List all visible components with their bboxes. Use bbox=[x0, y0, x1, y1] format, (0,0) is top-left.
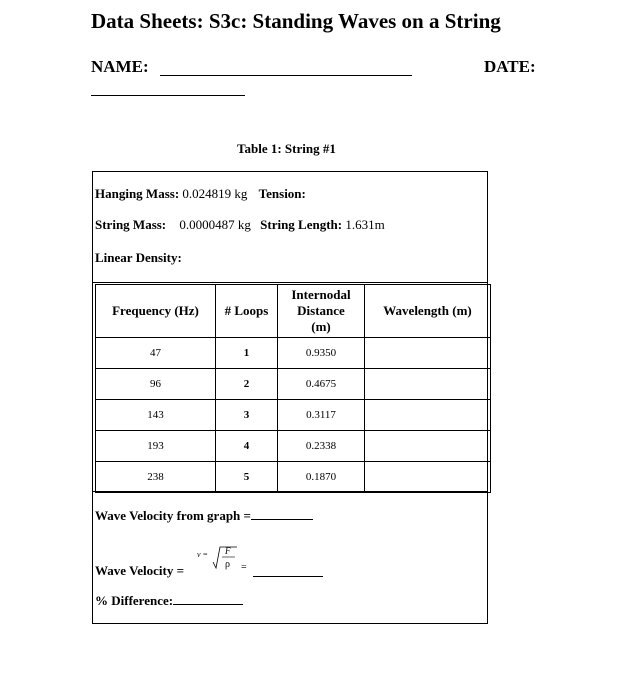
percent-difference-blank[interactable] bbox=[173, 604, 243, 605]
cell-wavelength[interactable] bbox=[365, 462, 491, 493]
column-header-wavelength: Wavelength (m) bbox=[365, 285, 491, 338]
table-caption: Table 1: String #1 bbox=[237, 141, 336, 156]
page-title: Data Sheets: S3c: Standing Waves on a String bbox=[91, 9, 501, 33]
table-row bbox=[96, 369, 491, 400]
cell-distance: 0.9350 bbox=[278, 338, 365, 369]
date-label: DATE: bbox=[484, 57, 536, 76]
info-row-hanging-mass bbox=[95, 186, 306, 202]
info-divider bbox=[93, 282, 487, 283]
table-row bbox=[96, 462, 491, 493]
cell-wavelength[interactable] bbox=[365, 369, 491, 400]
cell-distance: 0.4675 bbox=[278, 369, 365, 400]
info-row-string-mass bbox=[95, 217, 385, 233]
hanging-mass-label: Hanging Mass: bbox=[95, 186, 180, 201]
wave-velocity-graph-blank[interactable] bbox=[251, 519, 313, 520]
cell-loops: 1 bbox=[216, 338, 278, 369]
cell-loops: 4 bbox=[216, 431, 278, 462]
string-mass-value: 0.0000487 kg bbox=[179, 217, 251, 232]
column-header-frequency: Frequency (Hz) bbox=[96, 285, 216, 338]
formula-F: F bbox=[225, 546, 231, 556]
string-length-label: String Length: bbox=[260, 217, 343, 232]
cell-frequency: 96 bbox=[96, 369, 216, 400]
column-header-internodal-distance bbox=[278, 285, 365, 338]
cell-frequency: 47 bbox=[96, 338, 216, 369]
formula-rho: ρ bbox=[225, 559, 230, 570]
cell-wavelength[interactable] bbox=[365, 400, 491, 431]
name-label: NAME: bbox=[91, 57, 149, 76]
cell-frequency: 193 bbox=[96, 431, 216, 462]
percent-difference-row bbox=[95, 593, 243, 609]
data-table bbox=[95, 284, 491, 493]
string-mass-label: String Mass: bbox=[95, 217, 167, 232]
cell-loops: 3 bbox=[216, 400, 278, 431]
table-bottom-divider bbox=[93, 491, 487, 492]
tension-label: Tension: bbox=[258, 186, 306, 201]
cell-loops: 5 bbox=[216, 462, 278, 493]
string-length-value: 1.631m bbox=[345, 217, 385, 232]
internodal-line-2: Distance bbox=[297, 303, 345, 318]
cell-wavelength[interactable] bbox=[365, 431, 491, 462]
velocity-formula bbox=[191, 538, 251, 578]
name-field-line bbox=[160, 75, 412, 76]
linear-density-label: Linear Density: bbox=[95, 250, 182, 265]
wave-velocity-blank[interactable] bbox=[253, 576, 323, 577]
cell-distance: 0.1870 bbox=[278, 462, 365, 493]
wave-velocity-graph-row bbox=[95, 508, 313, 524]
cell-loops: 2 bbox=[216, 369, 278, 400]
formula-equals: = bbox=[241, 562, 247, 573]
cell-frequency: 143 bbox=[96, 400, 216, 431]
wave-velocity-graph-label: Wave Velocity from graph = bbox=[95, 508, 251, 523]
wave-velocity-label: Wave Velocity = bbox=[95, 563, 185, 578]
percent-difference-label: % Difference: bbox=[95, 593, 174, 608]
table-row bbox=[96, 400, 491, 431]
column-header-loops: # Loops bbox=[216, 285, 278, 338]
cell-frequency: 238 bbox=[96, 462, 216, 493]
table-header-row bbox=[96, 285, 491, 338]
formula-v: v = bbox=[197, 550, 208, 559]
hanging-mass-value: 0.024819 kg bbox=[182, 186, 248, 201]
date-field-line bbox=[91, 95, 245, 96]
cell-distance: 0.3117 bbox=[278, 400, 365, 431]
cell-wavelength[interactable] bbox=[365, 338, 491, 369]
internodal-line-3: (m) bbox=[311, 319, 331, 334]
cell-distance: 0.2338 bbox=[278, 431, 365, 462]
table-row bbox=[96, 431, 491, 462]
table-row bbox=[96, 338, 491, 369]
internodal-line-1: Internodal bbox=[291, 287, 351, 302]
data-sheet-box bbox=[92, 171, 488, 624]
